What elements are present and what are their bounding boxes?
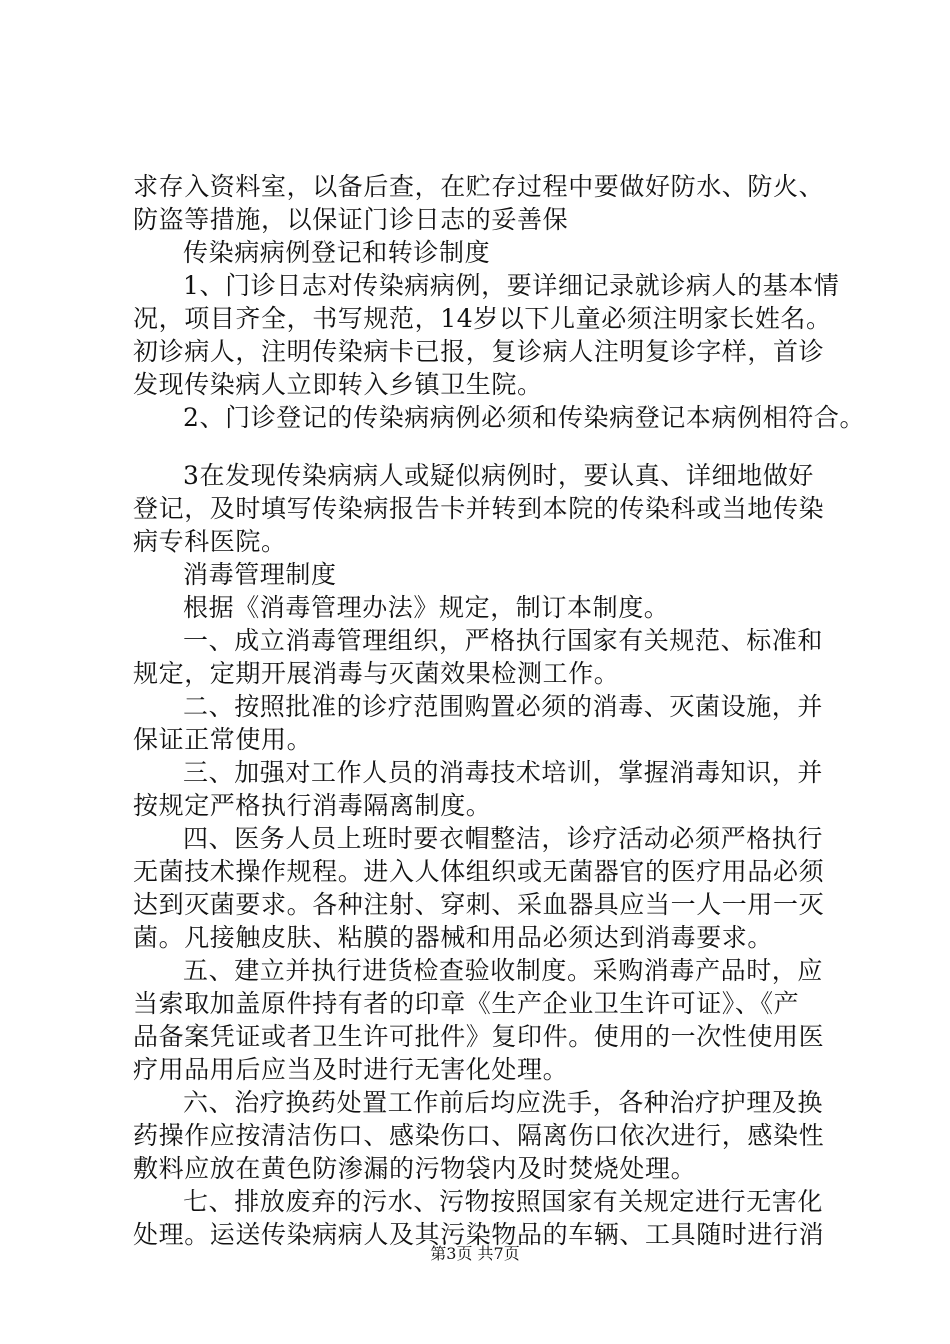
text-line: 无菌技术操作规程。进入人体组织或无菌器官的医疗用品必须: [133, 857, 825, 886]
text-line: 登记，及时填写传染病报告卡并转到本院的传染科或当地传染: [133, 494, 825, 523]
section-heading: 传染病病例登记和转诊制度: [183, 238, 491, 267]
text-line: 1、门诊日志对传染病病例，要详细记录就诊病人的基本情: [183, 271, 840, 300]
text-line: 六、治疗换药处置工作前后均应洗手，各种治疗护理及换: [183, 1088, 824, 1117]
page-number-footer: 第3页 共7页: [430, 1244, 520, 1263]
text-line: 二、按照批准的诊疗范围购置必须的消毒、灭菌设施，并: [183, 692, 824, 721]
text-line: 2、门诊登记的传染病病例必须和传染病登记本病例相符合。: [183, 403, 866, 432]
text-line: 七、排放废弃的污水、污物按照国家有关规定进行无害化: [183, 1187, 824, 1216]
text-line: 况，项目齐全，书写规范，14岁以下儿童必须注明家长姓名。: [133, 304, 832, 333]
text-line: 达到灭菌要求。各种注射、穿刺、采血器具应当一人一用一灭: [133, 890, 825, 919]
text-line: 求存入资料室，以备后查，在贮存过程中要做好防水、防火、: [133, 172, 825, 201]
text-line: 敷料应放在黄色防渗漏的污物袋内及时焚烧处理。: [133, 1154, 697, 1183]
section-heading: 消毒管理制度: [183, 560, 337, 589]
text-line: 一、成立消毒管理组织，严格执行国家有关规范、标准和: [183, 626, 824, 655]
paragraph-gap: [133, 434, 843, 459]
text-line: 病专科医院。: [133, 527, 287, 556]
text-line: 三、加强对工作人员的消毒技术培训，掌握消毒知识，并: [183, 758, 824, 787]
text-line: 疗用品用后应当及时进行无害化处理。: [133, 1055, 569, 1084]
text-line: 品备案凭证或者卫生许可批件》复印件。使用的一次性使用医: [133, 1022, 825, 1051]
document-body: [133, 170, 866, 1251]
text-line: 按规定严格执行消毒隔离制度。: [133, 791, 492, 820]
text-line: 五、建立并执行进货检查验收制度。采购消毒产品时，应: [183, 956, 824, 985]
text-line: 保证正常使用。: [133, 725, 313, 754]
text-line: 发现传染病人立即转入乡镇卫生院。: [133, 370, 543, 399]
text-line: 药操作应按清洁伤口、感染伤口、隔离伤口依次进行，感染性: [133, 1121, 825, 1150]
text-line: 规定，定期开展消毒与灭菌效果检测工作。: [133, 659, 620, 688]
text-line: 处理。运送传染病病人及其污染物品的车辆、工具随时进行消: [133, 1220, 825, 1249]
text-line: 当索取加盖原件持有者的印章《生产企业卫生许可证》、《产: [133, 989, 800, 1018]
text-line: 菌。凡接触皮肤、粘膜的器械和用品必须达到消毒要求。: [133, 923, 774, 952]
text-line: 四、医务人员上班时要衣帽整洁，诊疗活动必须严格执行: [183, 824, 824, 853]
text-line: 根据《消毒管理办法》规定，制订本制度。: [183, 593, 670, 622]
text-line: 3在发现传染病病人或疑似病例时，要认真、详细地做好: [183, 461, 814, 490]
text-line: 初诊病人，注明传染病卡已报，复诊病人注明复诊字样，首诊: [133, 337, 825, 366]
text-line: 防盗等措施，以保证门诊日志的妥善保: [133, 205, 569, 234]
